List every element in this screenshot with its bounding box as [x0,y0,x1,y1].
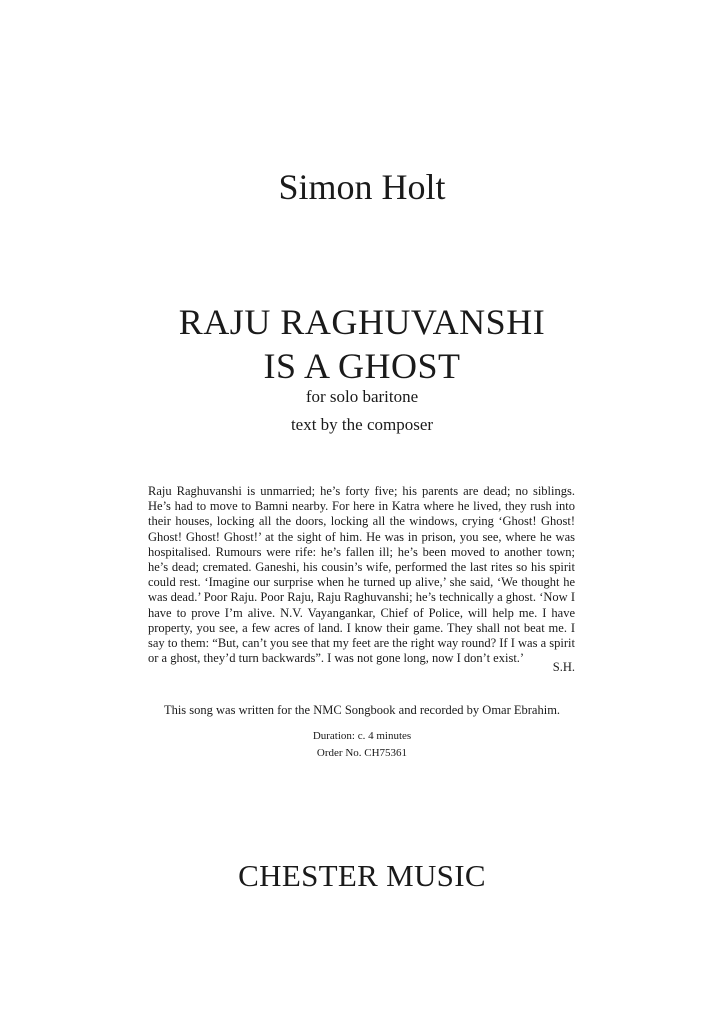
commission-credit: This song was written for the NMC Songbook and recorded by Omar Ebrahim. [163,703,561,717]
programme-note: Raju Raghuvanshi is unmarried; he’s forty five; his parents are dead; no siblings. He’s had to move to Bamni nearby. For here in Katra where he lived, they rush into their houses, locking all the doors, locking all the windows, crying ‘Ghost! Ghost! Ghost! Ghost! Ghost!’ at the sight of him. He was in prison, you see, where he was hospitalised. Rumours were rife: he’s fallen ill; he’s been moved to another town; he’s dead; cremated. Ganeshi, his cousin’s wife, performed the last rites so his spirit could rest. ‘Imagine our surprise when he turned up alive,’ she said, ‘We thought he was dead.’ Poor Raju. Poor Raju, Raju Raghuvanshi; he’s technically a ghost. ‘Now I have to prove I’m alive. N.V. Vayangankar, Chief of Police, will help me. I have property, you see, a few acres of land. I know their game. They shall not beat me. I say to them: “But, can’t you see that my feet are the right way round? If I was a spirit or a ghost, they’d turn backwards”. I was not gone long, now I don’t exist.’ [148,484,575,666]
instrumentation: for solo baritone [305,387,419,406]
note-signature: S.H. [552,660,575,674]
order-number: Order No. CH75361 [316,747,408,759]
work-title-line-1: RAJU RAGHUVANSHI [178,302,546,342]
duration: Duration: c. 4 minutes [312,730,412,742]
composer-name: Simon Holt [278,167,446,207]
work-title [0,300,724,388]
publisher-name: CHESTER MUSIC [238,858,486,893]
work-title-line-2: IS A GHOST [263,346,461,386]
text-credit: text by the composer [290,415,434,434]
